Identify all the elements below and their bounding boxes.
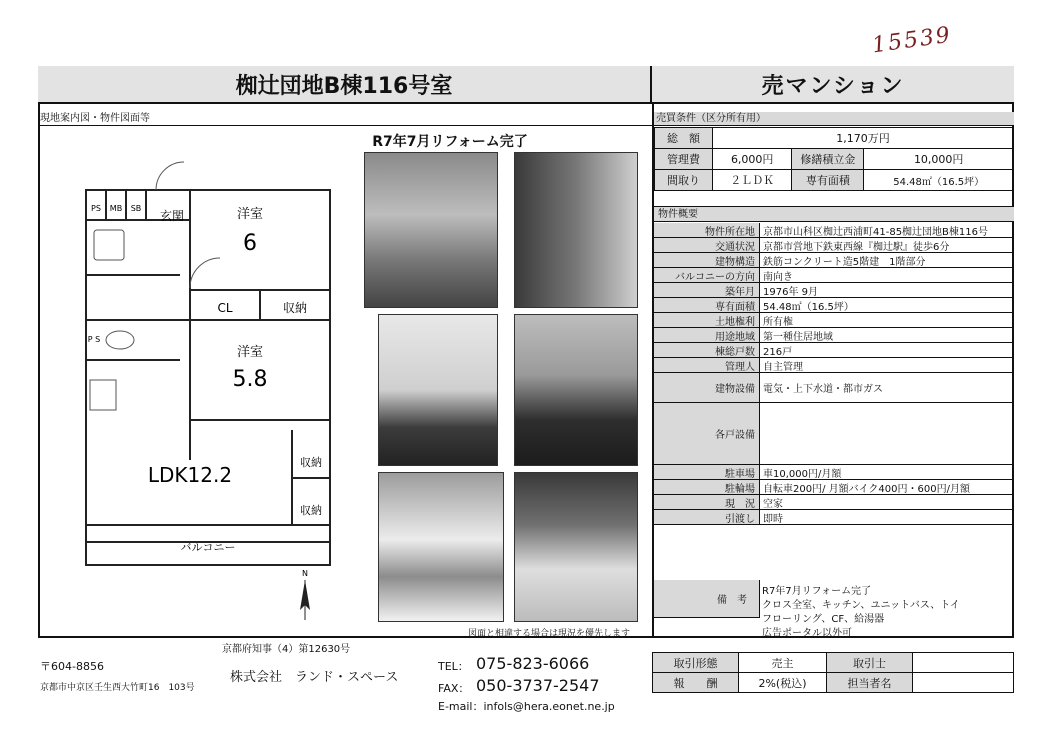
storage-label-2: 収納 <box>300 456 322 469</box>
overview-row-label: 駐輪場 <box>654 480 760 494</box>
sb-label: SB <box>130 204 142 213</box>
overview-row-value: 空家 <box>763 498 783 509</box>
mode-label: 取引形態 <box>653 653 739 673</box>
note-line-1: R7年7月リフォーム完了 <box>762 586 872 597</box>
overview-row <box>654 358 1014 373</box>
mgmt-value: 6,000円 <box>713 149 792 170</box>
tel-label: TEL： <box>438 660 469 673</box>
notes-label: 備 考 <box>654 580 760 618</box>
area-label: 専有面積 <box>792 170 864 191</box>
overview-row <box>654 223 1014 238</box>
balcony-label: バルコニー <box>180 541 236 554</box>
overview-row <box>654 495 1014 510</box>
overview-row-label: 物件所在地 <box>654 223 760 237</box>
note-line-3: フローリング、CF、給湯器 <box>762 614 885 625</box>
fee-label: 報 酬 <box>653 673 739 693</box>
storage-label-3: 収納 <box>300 504 322 517</box>
fax-number: 050-3737-2547 <box>476 676 600 695</box>
left-section-title: 現地案内図・物件図面等 <box>38 112 652 126</box>
listing-type: 売マンション <box>652 66 1014 104</box>
overview-row-label: 管理人 <box>654 358 760 372</box>
room1-size: 6 <box>243 231 257 256</box>
fax-label: FAX： <box>438 682 470 695</box>
reform-caption: R7年7月リフォーム完了 <box>372 134 528 150</box>
overview-row-label: 駐車場 <box>654 465 760 479</box>
layout-value: ２ＬＤＫ <box>713 170 792 191</box>
overview-row-label: 用途地域 <box>654 328 760 342</box>
repair-label: 修繕積立金 <box>792 149 864 170</box>
layout-label: 間取り <box>655 170 713 191</box>
north-label: N <box>302 569 308 578</box>
overview-row <box>654 373 1014 403</box>
overview-row-value: 車10,000円/月額 <box>763 468 842 479</box>
mb-label: MB <box>109 204 123 213</box>
overview-row-label: 建物構造 <box>654 253 760 267</box>
total-value: 1,170万円 <box>713 128 1014 149</box>
property-title: 椥辻団地B棟116号室 <box>38 66 652 104</box>
overview-row-label: 建物設備 <box>654 373 760 402</box>
note-line-2: クロス全室、キッチン、ユニットバス、トイ <box>762 600 960 611</box>
postal-code: 〒604-8856 <box>40 660 104 673</box>
overview-row-label: 交通状況 <box>654 238 760 252</box>
conditions-title: 売買条件（区分所有用） <box>652 112 1014 126</box>
overview-row-value <box>760 403 1014 464</box>
overview-row-value: 所有権 <box>763 316 793 327</box>
overview-row-label: 現 況 <box>654 495 760 509</box>
mode-value: 売主 <box>739 653 827 673</box>
overview-row-value: 自転車200円/ 月額バイク400円・600円/月額 <box>763 483 970 494</box>
overview-row-value: 即時 <box>763 513 783 524</box>
ps-label: PS <box>91 204 101 213</box>
ldk-label: LDK12.2 <box>147 463 233 487</box>
handwritten-number: 15539 <box>870 22 954 59</box>
entrance-label: 玄関 <box>159 209 185 223</box>
photo-corridor <box>514 152 638 308</box>
overview-row <box>654 480 1014 495</box>
photo-kitchen <box>378 472 504 622</box>
overview-row-value: 216戸 <box>763 346 793 357</box>
fee-value: 2%(税込) <box>739 673 827 693</box>
overview-row-label: 引渡し <box>654 510 760 524</box>
photo-building-exterior <box>364 152 498 308</box>
room1-name: 洋室 <box>236 207 264 222</box>
closet-label: CL <box>217 301 233 315</box>
overview-row-label: 専有面積 <box>654 298 760 312</box>
room2-name: 洋室 <box>236 345 264 360</box>
overview-row-value: 自主管理 <box>763 361 803 372</box>
overview-row <box>654 510 1014 525</box>
overview-row-value: 54.48㎡（16.5坪） <box>763 301 854 312</box>
overview-row-value: 南向き <box>763 271 793 282</box>
overview-row-label: 各戸設備 <box>654 403 760 464</box>
overview-row <box>654 403 1014 465</box>
mgmt-label: 管理費 <box>655 149 713 170</box>
overview-row-label: バルコニーの方向 <box>654 268 760 282</box>
photo-bedroom <box>514 314 638 466</box>
overview-row-label: 棟総戸数 <box>654 343 760 357</box>
tel-number[interactable]: 075-823-6066 <box>476 654 590 673</box>
note-line-4: 広告ポータル以外可 <box>762 628 852 639</box>
repair-value: 10,000円 <box>864 149 1014 170</box>
overview-row-value: 電気・上下水道・都市ガス <box>763 384 883 395</box>
agent-label: 取引士 <box>827 653 913 673</box>
ps2-label: P S <box>87 335 101 344</box>
overview-row <box>654 313 1014 328</box>
company-name: 株式会社 ランド・スペース <box>230 670 399 685</box>
overview-row <box>654 465 1014 480</box>
photo-washroom <box>514 472 638 622</box>
overview-row-value: 鉄筋コンクリート造5階建 1階部分 <box>763 256 926 267</box>
overview-row <box>654 328 1014 343</box>
overview-row <box>654 238 1014 253</box>
overview-row-label: 築年月 <box>654 283 760 297</box>
overview-row-label: 土地権利 <box>654 313 760 327</box>
staff-value <box>913 673 1014 693</box>
overview-row-value: 第一種住居地域 <box>763 331 833 342</box>
area-value: 54.48㎡（16.5坪） <box>864 170 1014 191</box>
floor-plan <box>60 150 350 630</box>
overview-row <box>654 253 1014 268</box>
overview-row <box>654 268 1014 283</box>
transaction-table <box>652 652 1014 693</box>
compass-icon <box>300 569 310 620</box>
conditions-table <box>654 127 1014 191</box>
overview-row-value: 京都市山科区椥辻西浦町41-85椥辻団地B棟116号 <box>763 226 989 237</box>
overview-row <box>654 283 1014 298</box>
license-number: 京都府知事（4）第12630号 <box>222 644 351 655</box>
email[interactable]: E-mail：infols@hera.eonet.ne.jp <box>438 700 615 713</box>
overview-title: 物件概要 <box>654 206 1014 222</box>
storage-label: 収納 <box>282 301 308 315</box>
disclaimer: 図面と相違する場合は現況を優先します <box>468 629 631 639</box>
room2-size: 5.8 <box>232 367 268 392</box>
overview-row-value: 京都市営地下鉄東西線『椥辻駅』徒歩6分 <box>763 241 950 252</box>
photo-ldk <box>378 314 498 466</box>
overview-row-value: 1976年 9月 <box>763 286 818 297</box>
staff-label: 担当者名 <box>827 673 913 693</box>
agent-value <box>913 653 1014 673</box>
overview-row <box>654 343 1014 358</box>
overview-row <box>654 298 1014 313</box>
total-label: 総 額 <box>655 128 713 149</box>
company-address: 京都市中京区壬生西大竹町16 103号 <box>40 683 195 693</box>
